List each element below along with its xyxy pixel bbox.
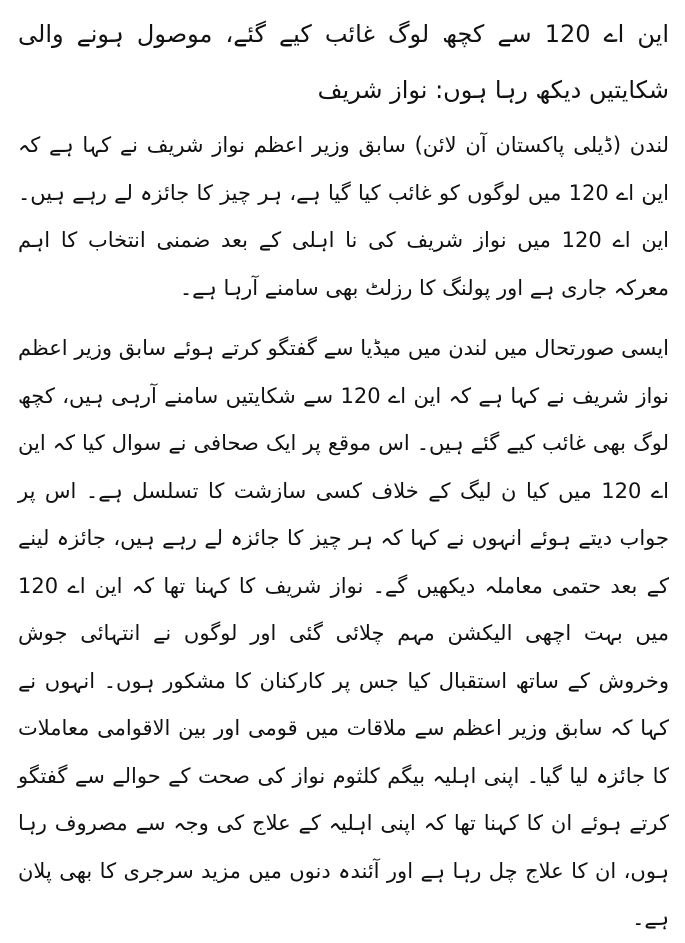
article-paragraph-1: لندن (ڈیلی پاکستان آن لائن) سابق وزیر اعظم نواز شریف نے کہا ہے کہ این اے 120 میں لوگوں کو غائب کیا گیا ہے، ہر چیز کا جائزہ لے رہے ہیں۔ این اے 120 میں نواز شریف کی نا اہلی کے بعد ضمنی انتخاب کا اہم معرکہ جاری ہے اور پولنگ کا رزلٹ بھی سامنے آرہا ہے۔ bbox=[18, 133, 670, 300]
article-headline: این اے 120 سے کچھ لوگ غائب کیے گئے، موصول ہونے والی شکایتیں دیکھ رہا ہوں: نواز شریف bbox=[18, 20, 669, 104]
article-paragraph-2: ایسی صورتحال میں لندن میں میڈیا سے گفتگو کرتے ہوئے سابق وزیر اعظم نواز شریف نے کہا ہے کہ این اے 120 سے شکایتیں سامنے آرہی ہیں، کچھ لوگ بھی غائب کیے گئے ہیں۔ اس موقع پر ایک صحافی نے سوال کیا کہ این اے 120 میں کیا ن لیگ کے خلاف کسی سازشت کا تسلسل ہے۔ اس پر جواب دیتے ہوئے انہوں نے کہا کہ ہر چیز کا جائزہ لے رہے ہیں، جائزہ لینے کے بعد حتمی معاملہ دیکھیں گے۔ نواز شریف کا کہنا تھا کہ این اے 120 میں بہت اچھی الیکشن مہم چلائی گئی اور لوگوں نے انتہائی جوش وخروش کے ساتھ استقبال کیا جس پر کارکنان کا مشکور ہوں۔ انہوں نے کہا کہ سابق وزیر اعظم سے ملاقات میں قومی اور بین الاقوامی معاملات کا جائزہ لیا گیا۔ اپنی اہلیہ بیگم کلثوم نواز کی صحت کے حوالے سے گفتگو کرتے ہوئے ان کا کہنا تھا کہ اپنی اہلیہ کے علاج کی وجہ سے مصروف رہا ہوں، ان کا علاج چل رہا ہے اور آئندہ دنوں میں مزید سرجری کا بھی پلان ہے۔ bbox=[18, 336, 669, 930]
